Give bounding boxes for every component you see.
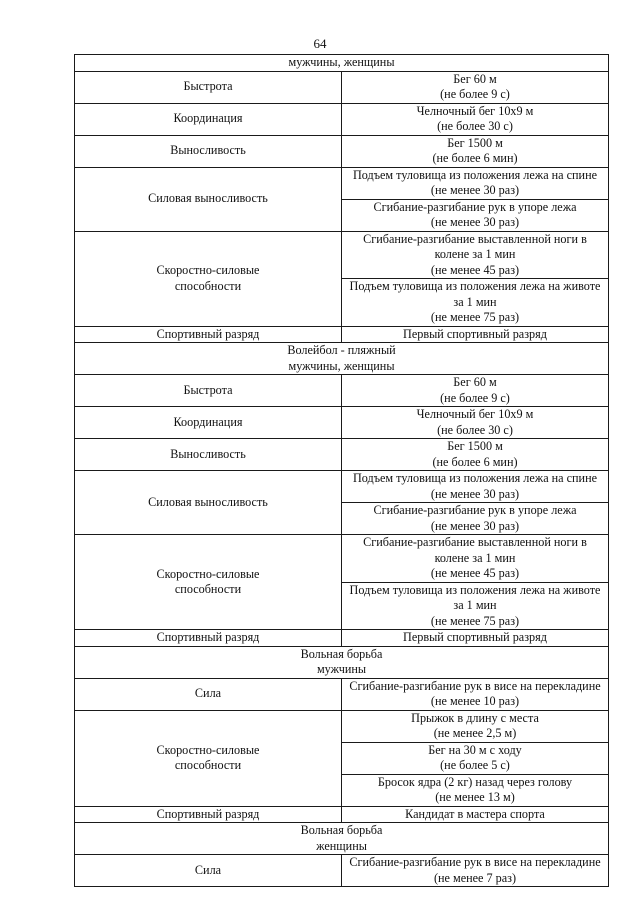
quality-cell-line: Сила bbox=[194, 686, 222, 701]
test-cell-line: Сгибание-разгибание рук в висе на перекладине bbox=[349, 678, 601, 693]
test-cell-line: (не менее 30 раз) bbox=[430, 518, 520, 533]
test-cell bbox=[342, 375, 609, 407]
test-cell-line: (не более 6 мин) bbox=[432, 151, 518, 165]
test-cell bbox=[342, 774, 609, 806]
test-cell-line: (не менее 7 раз) bbox=[433, 870, 517, 885]
quality-cell bbox=[75, 630, 342, 647]
quality-cell-line: Выносливость bbox=[170, 446, 246, 461]
table-row bbox=[75, 630, 609, 647]
quality-cell-line: Скоростно-силовые bbox=[156, 742, 260, 757]
test-cell bbox=[342, 582, 609, 630]
section-header-row bbox=[75, 343, 609, 375]
quality-cell bbox=[75, 855, 342, 887]
test-cell-line: Сгибание-разгибание рук в упоре лежа bbox=[373, 503, 577, 517]
quality-cell-line: Быстрота bbox=[183, 79, 233, 94]
test-cell bbox=[342, 231, 609, 279]
section-header-row bbox=[75, 823, 609, 855]
test-cell-line: (не менее 30 раз) bbox=[430, 215, 520, 229]
quality-cell bbox=[75, 103, 342, 135]
test-cell-line: Подъем туловища из положения лежа на животе за 1 мин bbox=[349, 279, 601, 309]
table-row bbox=[75, 407, 609, 439]
test-cell-line: (не более 9 с) bbox=[440, 87, 510, 101]
test-cell-line: Челночный бег 10х9 м bbox=[416, 407, 534, 421]
quality-cell-line: Спортивный разряд bbox=[156, 630, 260, 644]
quality-cell bbox=[75, 471, 342, 535]
test-cell-line: (не менее 45 раз) bbox=[430, 262, 520, 277]
test-cell bbox=[342, 326, 609, 343]
test-cell-line: (не менее 30 раз) bbox=[430, 183, 520, 197]
table-row bbox=[75, 375, 609, 407]
test-cell-line: (не более 30 с) bbox=[437, 422, 513, 437]
test-cell-line: (не менее 10 раз) bbox=[430, 694, 520, 708]
quality-cell bbox=[75, 167, 342, 231]
quality-cell bbox=[75, 535, 342, 630]
test-cell-line: (не менее 45 раз) bbox=[430, 566, 520, 580]
table-row bbox=[75, 103, 609, 135]
test-cell bbox=[342, 199, 609, 231]
quality-cell bbox=[75, 375, 342, 407]
quality-cell bbox=[75, 678, 342, 710]
test-cell bbox=[342, 103, 609, 135]
standards-table bbox=[74, 54, 609, 887]
test-cell-line: Подъем туловища из положения лежа на спине bbox=[352, 471, 598, 485]
quality-cell-line: Сила bbox=[194, 862, 222, 877]
test-cell-line: (не менее 2,5 м) bbox=[433, 726, 517, 740]
test-cell bbox=[342, 806, 609, 823]
quality-cell-line: Координация bbox=[173, 111, 243, 126]
section-header-row bbox=[75, 55, 609, 72]
test-cell-line: (не более 5 с) bbox=[440, 758, 510, 772]
test-cell bbox=[342, 439, 609, 471]
test-cell bbox=[342, 630, 609, 647]
table-row bbox=[75, 710, 609, 742]
table-row bbox=[75, 135, 609, 167]
quality-cell-line: Силовая выносливость bbox=[148, 191, 268, 206]
table-row bbox=[75, 471, 609, 503]
section-header-line: женщины bbox=[316, 838, 367, 853]
test-cell bbox=[342, 71, 609, 103]
test-cell-line: Подъем туловища из положения лежа на животе за 1 мин bbox=[349, 582, 601, 612]
test-cell-line: Челночный бег 10х9 м bbox=[416, 103, 534, 118]
test-cell bbox=[342, 855, 609, 887]
section-header-line: Вольная борьба bbox=[300, 646, 383, 661]
table-row bbox=[75, 71, 609, 103]
quality-cell-line: способности bbox=[174, 758, 242, 772]
test-cell-line: Подъем туловища из положения лежа на спине bbox=[352, 167, 598, 182]
test-cell-line: (не менее 13 м) bbox=[435, 790, 515, 804]
test-cell bbox=[342, 742, 609, 774]
test-cell-line: (не более 30 с) bbox=[437, 119, 513, 133]
test-cell-line: Бег 1500 м bbox=[447, 439, 503, 453]
section-header-row bbox=[75, 646, 609, 678]
test-cell-line: Бег 60 м bbox=[453, 71, 497, 86]
quality-cell-line: Скоростно-силовые bbox=[156, 263, 260, 277]
quality-cell-line: Спортивный разряд bbox=[156, 806, 260, 821]
quality-cell bbox=[75, 231, 342, 326]
quality-cell bbox=[75, 710, 342, 806]
test-cell-line: (не менее 75 раз) bbox=[430, 310, 520, 324]
test-cell bbox=[342, 279, 609, 327]
test-cell bbox=[342, 407, 609, 439]
table-row bbox=[75, 231, 609, 279]
table-row bbox=[75, 678, 609, 710]
test-cell-line: (не более 6 мин) bbox=[432, 454, 518, 469]
test-cell-line: Первый спортивный разряд bbox=[403, 630, 547, 644]
table-row bbox=[75, 806, 609, 823]
test-cell bbox=[342, 710, 609, 742]
test-cell bbox=[342, 503, 609, 535]
test-cell-line: Сгибание-разгибание рук в упоре лежа bbox=[373, 199, 577, 214]
section-header bbox=[75, 343, 609, 375]
section-header-line: Вольная борьба bbox=[300, 823, 383, 837]
quality-cell-line: способности bbox=[174, 582, 242, 596]
table-row bbox=[75, 326, 609, 343]
test-cell-line: Сгибание-разгибание рук в висе на перекладине bbox=[349, 855, 601, 869]
quality-cell-line: Выносливость bbox=[170, 143, 246, 158]
test-cell-line: Кандидат в мастера спорта bbox=[405, 806, 545, 821]
quality-cell-line: способности bbox=[174, 278, 242, 293]
quality-cell-line: Координация bbox=[173, 414, 243, 429]
quality-cell bbox=[75, 806, 342, 823]
section-header-line: мужчины, женщины bbox=[288, 358, 395, 373]
quality-cell-line: Скоростно-силовые bbox=[156, 566, 260, 581]
section-header bbox=[75, 646, 609, 678]
table-row bbox=[75, 855, 609, 887]
test-cell bbox=[342, 678, 609, 710]
test-cell-line: (не менее 75 раз) bbox=[430, 613, 520, 628]
standards-table-body bbox=[75, 55, 609, 887]
test-cell-line: Прыжок в длину с места bbox=[411, 710, 539, 725]
table-row bbox=[75, 535, 609, 583]
test-cell-line: Первый спортивный разряд bbox=[403, 326, 547, 341]
section-header bbox=[75, 823, 609, 855]
quality-cell bbox=[75, 326, 342, 343]
test-cell bbox=[342, 471, 609, 503]
quality-cell-line: Быстрота bbox=[183, 382, 233, 397]
test-cell-line: Бег 1500 м bbox=[447, 135, 503, 150]
quality-cell-line: Силовая выносливость bbox=[148, 494, 268, 509]
table-row bbox=[75, 439, 609, 471]
section-header-line: Волейбол - пляжный bbox=[287, 343, 396, 357]
section-header bbox=[75, 55, 609, 72]
quality-cell bbox=[75, 407, 342, 439]
quality-cell bbox=[75, 71, 342, 103]
quality-cell-line: Спортивный разряд bbox=[156, 326, 260, 341]
test-cell bbox=[342, 135, 609, 167]
test-cell-line: (не менее 30 раз) bbox=[430, 486, 520, 501]
test-cell-line: Бег 60 м bbox=[453, 375, 497, 389]
section-header-line: мужчины bbox=[316, 662, 367, 676]
test-cell bbox=[342, 535, 609, 583]
page-number: 64 bbox=[313, 36, 327, 51]
test-cell-line: Бег на 30 м с ходу bbox=[428, 742, 522, 757]
table-row bbox=[75, 167, 609, 199]
test-cell-line: Сгибание-разгибание выставленной ноги в колене за 1 мин bbox=[363, 535, 587, 565]
test-cell bbox=[342, 167, 609, 199]
quality-cell bbox=[75, 135, 342, 167]
test-cell-line: Сгибание-разгибание выставленной ноги в колене за 1 мин bbox=[363, 231, 587, 261]
quality-cell bbox=[75, 439, 342, 471]
test-cell-line: Бросок ядра (2 кг) назад через голову bbox=[377, 774, 573, 789]
test-cell-line: (не более 9 с) bbox=[440, 390, 510, 405]
section-header-line: мужчины, женщины bbox=[288, 55, 395, 69]
